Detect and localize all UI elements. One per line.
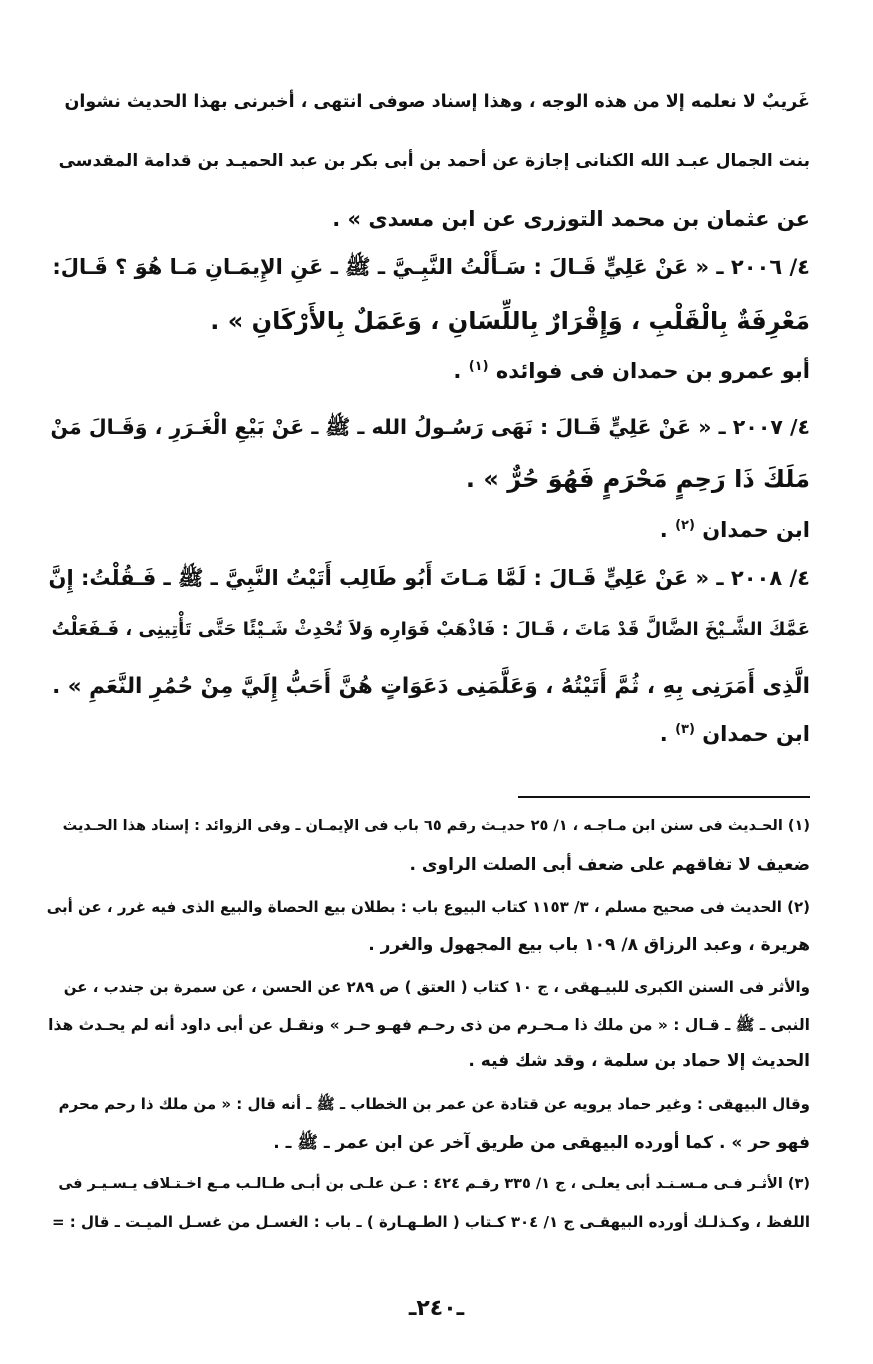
footnote-line: فهو حر » . كما أورده البيهقى من طريق آخر عن ابن عمر ـ ﷺ ـ .	[273, 1133, 810, 1153]
footnote-separator	[518, 796, 810, 798]
intro-line-1: غَريبٌ لا نعلمه إلا من هذه الوجه ، وهذا إسناد صوفى انتهى ، أخبرنى بهذا الحديث نشوان	[64, 92, 810, 112]
footnote-line: (٢) الحديث فى صحيح مسلم ، ٣/ ١١٥٣ كتاب البيوع باب : بطلان بيع الحصاة والبيع الذى فيه غرر ، عن أبى	[46, 898, 810, 916]
footnote-line: ضعيف لا تفاقهم على ضعف أبى الصلت الراوى .	[409, 855, 810, 875]
hadith-2006-line-1: ٤/ ٢٠٠٦ ـ « عَنْ عَلِيٍّ قَـالَ : سَـأَلْتُ النَّبِـيَّ ـ ﷺ ـ عَنِ الإِيمَـانِ مَـا هُوَ ؟ قَـالَ:	[52, 255, 810, 279]
intro-line-2: بنت الجمال عبـد الله الكنانى إجازة عن أحمد بن أبى بكر بن عبد الحميـد بن قدامة المقدسى	[58, 151, 810, 171]
footnote-line: (٣) الأثـر فـى مـسـنـد أبى يعلـى ، ج ١/ ٣٣٥ رقـم ٤٢٤ : عـن علـى بن أبـى طـالـب مـع اخـتـلاف يـسـيـر فى	[58, 1176, 810, 1192]
source-text: أبو عمرو بن حمدان فى فوائده	[495, 359, 810, 383]
footnote-line: اللفظ ، وكـذلـك أورده البيهقـى ج ١/ ٣٠٤ كـتاب ( الطـهـارة ) ـ باب : الغسـل من غسـل الميـت ـ قال : =	[52, 1213, 810, 1231]
page-number: ـ٢٤٠ـ	[408, 1296, 465, 1321]
hadith-2007-source: ابن حمدان $^{(٢)}$ .	[659, 518, 810, 542]
footnote-marker: (٣)	[675, 722, 695, 737]
footnote-marker: (٢)	[675, 518, 695, 533]
hadith-2008-source: ابن حمدان $^{(٣)}$ .	[659, 722, 810, 746]
intro-line-3: عن عثمان بن محمد التوزرى عن ابن مسدى » .	[332, 207, 810, 231]
footnote-line: النبى ـ ﷺ ـ قـال : « من ملك ذا مـحـرم من ذى رحـم فهـو حـر » ونقـل عن أبى داود أنه لم يحـدث هذا	[48, 1016, 810, 1034]
footnote-line: (١) الحـديث فى سنن ابن مـاجـه ، ١/ ٢٥ حديـث رقم ٦٥ باب فى الإيمـان ـ وفى الزوائد : إسناد هذا الحـديث	[62, 818, 810, 834]
footnote-line: الحديث إلا حماد بن سلمة ، وقد شك فيه .	[468, 1051, 810, 1071]
hadith-2006-line-2: مَعْرِفَةٌ بِالْقَلْبِ ، وَإِقْرَارٌ بِاللِّسَانِ ، وَعَمَلٌ بِالأَرْكَانِ » .	[210, 307, 810, 335]
hadith-2006-source: أبو عمرو بن حمدان فى فوائده $^{(١)}$ .	[453, 359, 810, 383]
hadith-2008-line-1: ٤/ ٢٠٠٨ ـ « عَنْ عَلِيٍّ قَـالَ : لَمَّا مَـاتَ أَبُو طَالِب أَتَيْتُ النَّبِيَّ ـ ﷺ ـ فَـقُلْتُ: إِنَّ	[48, 566, 810, 590]
source-text: ابن حمدان	[702, 518, 810, 542]
hadith-2007-line-2: مَلَكَ ذَا رَحِمٍ مَحْرَمٍ فَهُوَ حُرٌّ » .	[465, 465, 810, 493]
footnote-marker: (١)	[468, 359, 489, 374]
source-text: ابن حمدان	[702, 722, 810, 746]
hadith-2008-line-3: الَّذِى أَمَرَنِى بِهِ ، ثُمَّ أَتَيْتُهُ ، وَعَلَّمَنِى دَعَوَاتٍ هُنَّ أَحَبُّ إِلَيَّ مِنْ حُمُرِ النَّعَمِ » .	[52, 674, 810, 699]
footnote-line: والأثر فى السنن الكبرى للبيـهقى ، ج ١٠ كتاب ( العتق ) ص ٢٨٩ عن الحسن ، عن سمرة بن جندب ، عن	[63, 978, 810, 996]
footnote-line: وقال البيهقى : وغير حماد يرويه عن قتادة عن عمر بن الخطاب ـ ﷺ ـ أنه قال : « من ملك ذا رحم محرم	[58, 1095, 810, 1113]
hadith-2008-line-2: عَمَّكَ الشَّـيْخَ الضَّالَّ قَدْ مَاتَ ، قَـالَ : فَاذْهَبْ فَوَارِه وَلاَ تُحْدِثْ شَـيْئًا حَتَّى تَأْتِينِى ، فَـفَعَلْتُ	[51, 619, 810, 640]
hadith-2007-line-1: ٤/ ٢٠٠٧ ـ « عَنْ عَلِيٍّ قَـالَ : نَهَى رَسُـولُ الله ـ ﷺ ـ عَنْ بَيْعِ الْغَـرَرِ ، وَقَـالَ مَنْ	[50, 415, 810, 439]
footnote-line: هريرة ، وعبد الرزاق ٨/ ١٠٩ باب بيع المجهول والغرر .	[368, 935, 810, 955]
